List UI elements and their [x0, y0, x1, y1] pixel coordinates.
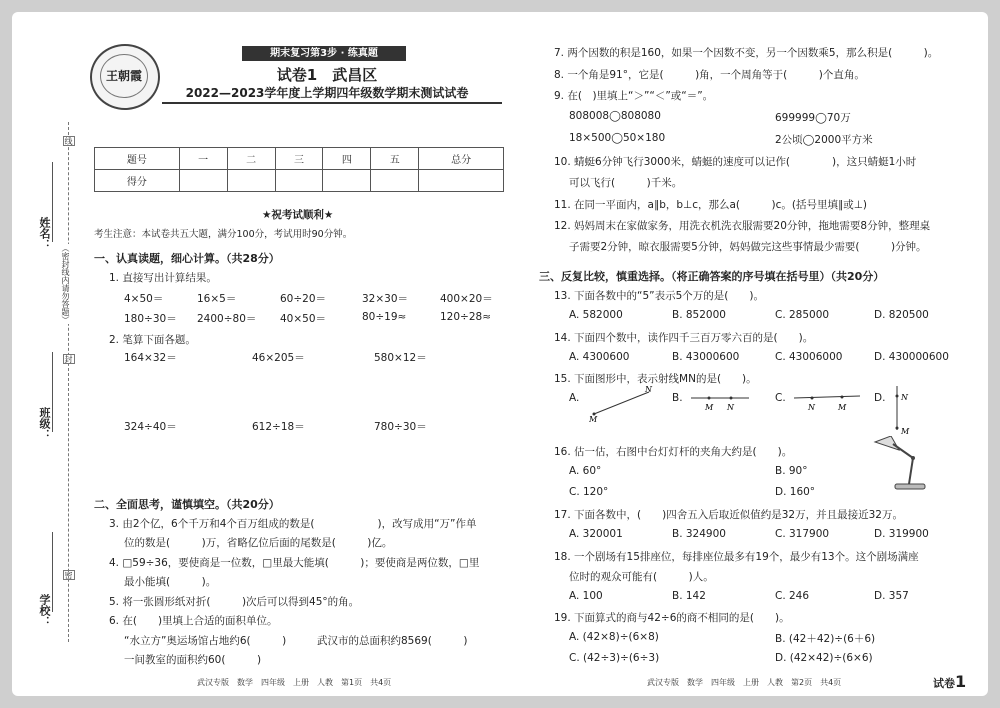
option-d[interactable]: D. 319900	[874, 528, 929, 540]
question-14: 14. 下面四个数中，读作四千三百万零六百的是( )。	[554, 332, 814, 344]
question-6-item: 武汉市的总面积约8569( )	[317, 635, 468, 647]
option-a[interactable]: A. (42×8)÷(6×8)	[569, 631, 659, 643]
score-input-cell[interactable]	[275, 170, 323, 192]
question-5: 5. 将一张圆形纸对折( )次后可以得到45°的角。	[109, 596, 360, 608]
option-d[interactable]: D. (42×42)÷(6×6)	[775, 652, 873, 664]
seal-mark-seal: 封	[64, 355, 73, 363]
compare-item: 2公顷◯2000平方米	[775, 134, 873, 146]
written-calc-item: 612÷18＝	[252, 421, 305, 433]
svg-text:N: N	[808, 403, 815, 412]
option-d[interactable]: D.	[874, 392, 886, 404]
option-d[interactable]: D. 820500	[874, 309, 929, 321]
option-b[interactable]: B. 43000600	[672, 351, 740, 363]
calc-item: 40×50＝	[280, 313, 327, 325]
option-a[interactable]: A.	[569, 392, 580, 404]
svg-text:M: M	[589, 415, 598, 422]
calc-item: 16×5＝	[197, 293, 237, 305]
ray-figure-a	[589, 384, 659, 422]
written-calc-item: 580×12＝	[374, 352, 427, 364]
section-3-title: 三、反复比较，慎重选择。（将正确答案的序号填在括号里）（共20分）	[539, 270, 885, 283]
name-underline	[52, 162, 53, 242]
review-step-bar: 期末复习第3步 · 练真题	[242, 46, 406, 61]
option-b[interactable]: B. 324900	[672, 528, 726, 540]
seal-dashed-line	[68, 122, 69, 642]
calc-item: 32×30＝	[362, 293, 409, 305]
option-d[interactable]: D. 430000600	[874, 351, 949, 363]
question-18-line2: 位时的观众可能有( )人。	[569, 571, 714, 583]
option-b[interactable]: B.	[672, 392, 683, 404]
seal-mark-line: 线	[64, 137, 73, 145]
question-2: 2. 笔算下面各题。	[109, 334, 196, 346]
section-2-title: 二、全面思考，谨慎填空。（共20分）	[94, 498, 280, 511]
seal-mark-secret: 密	[64, 571, 73, 579]
question-19: 19. 下面算式的商与42÷6的商不相同的是( )。	[554, 612, 790, 624]
exam-number-badge	[933, 672, 966, 691]
written-calc-item: 46×205＝	[252, 352, 305, 364]
svg-text:N: N	[727, 403, 734, 412]
question-6-item: “水立方”奥运场馆占地约6( )	[124, 635, 287, 647]
school-underline	[52, 532, 53, 612]
calc-item: 400×20＝	[440, 293, 493, 305]
option-c[interactable]: C.	[775, 392, 786, 404]
written-calc-item: 164×32＝	[124, 352, 177, 364]
written-calc-item: 324÷40＝	[124, 421, 177, 433]
calc-item: 180÷30＝	[124, 313, 177, 325]
score-cell: 五	[371, 148, 419, 170]
question-4-line2: 最小能填( )。	[124, 576, 217, 588]
option-b[interactable]: B. 852000	[672, 309, 726, 321]
score-value-row	[95, 170, 504, 192]
score-cell: 四	[323, 148, 371, 170]
option-b[interactable]: B. (42＋42)÷(6＋6)	[775, 633, 876, 645]
score-cell: 总分	[419, 148, 504, 170]
score-cell: 一	[179, 148, 227, 170]
seal-warning: （密封线内请勿答题）	[61, 244, 70, 324]
exam-title: 试卷1 武昌区	[276, 66, 378, 84]
score-input-cell[interactable]	[227, 170, 275, 192]
calc-item: 80÷19≈	[362, 311, 407, 323]
svg-text:N: N	[901, 393, 908, 402]
option-a[interactable]: A. 320001	[569, 528, 623, 540]
calc-item: 4×50＝	[124, 293, 164, 305]
right-page	[517, 12, 988, 696]
option-c[interactable]: C. 317900	[775, 528, 830, 540]
class-label: 班级：	[38, 407, 51, 440]
question-16: 16. 估一估，右图中台灯灯杆的夹角大约是( )。	[554, 446, 793, 458]
question-11: 11. 在同一平面内，a∥b，b⊥c，那么a( )c。(括号里填∥或⊥)	[554, 199, 867, 211]
question-15: 15. 下面图形中，表示射线MN的是( )。	[554, 373, 757, 385]
option-a[interactable]: A. 582000	[569, 309, 623, 321]
score-table	[94, 147, 504, 192]
written-calc-item: 780÷30＝	[374, 421, 427, 433]
brand-logo	[90, 44, 160, 110]
option-a[interactable]: A. 100	[569, 590, 603, 602]
ray-figure-b	[689, 390, 751, 416]
page-1-footer: 武汉专版 数学 四年级 上册 人教 第1页 共4页	[197, 678, 392, 687]
score-cell: 二	[227, 148, 275, 170]
option-a[interactable]: A. 4300600	[569, 351, 630, 363]
exam-subtitle: 2022—2023学年度上学期四年级数学期末测试试卷	[185, 86, 469, 100]
calc-item: 120÷28≈	[440, 311, 491, 323]
ray-figure-c	[792, 390, 862, 416]
option-b[interactable]: B. 142	[672, 590, 706, 602]
section-1-title: 一、认真读题，细心计算。（共28分）	[94, 252, 280, 265]
score-header-row	[95, 148, 504, 170]
badge-number: 1	[955, 672, 967, 691]
question-18-line1: 18. 一个剧场有15排座位，每排座位最多有19个，最少有13个。这个剧场满座	[554, 551, 919, 563]
option-d[interactable]: D. 160°	[775, 486, 816, 498]
calc-item: 60÷20＝	[280, 293, 327, 305]
option-b[interactable]: B. 90°	[775, 465, 808, 477]
name-label: 姓名：	[38, 217, 51, 250]
question-1: 1. 直接写出计算结果。	[109, 272, 217, 284]
svg-text:M: M	[838, 403, 847, 412]
title-rule	[162, 102, 502, 104]
page-2-footer: 武汉专版 数学 四年级 上册 人教 第2页 共4页	[647, 678, 842, 687]
ray-figure-d	[889, 384, 913, 436]
svg-text:M: M	[901, 427, 910, 436]
question-12-line1: 12. 妈妈周末在家做家务，用洗衣机洗衣服需要20分钟，拖地需要8分钟，整理桌	[554, 220, 931, 232]
question-7: 7. 两个因数的积是160，如果一个因数不变，另一个因数乘5，那么积是( )。	[554, 47, 939, 59]
score-cell: 题号	[95, 148, 180, 170]
class-underline	[52, 352, 53, 432]
question-9: 9. 在( )里填上“＞”“＜”或“＝”。	[554, 90, 714, 102]
question-12-line2: 子需要2分钟，晾衣服需要5分钟，妈妈做完这些事情最少需要( )分钟。	[569, 241, 927, 253]
score-cell: 三	[275, 148, 323, 170]
compare-item: 808008◯808080	[569, 110, 661, 122]
option-c[interactable]: C. 43006000	[775, 351, 843, 363]
logo-text: 王朝霞	[100, 54, 148, 98]
binding-strip	[12, 12, 82, 696]
option-a[interactable]: A. 60°	[569, 465, 602, 477]
option-d[interactable]: D. 357	[874, 590, 909, 602]
score-input-cell[interactable]	[179, 170, 227, 192]
compare-item: 699999◯70万	[775, 112, 851, 124]
question-3-line1: 3. 由2个亿，6个千万和4个百万组成的数是( )，改写成用“万”作单	[109, 518, 477, 530]
question-4-line1: 4. □59÷36，要使商是一位数，□里最大能填( )；要使商是两位数，□里	[109, 557, 480, 569]
exam-notice: 考生注意：本试卷共五大题，满分100分，考试用时90分钟。	[94, 229, 353, 240]
question-6-item: 一间教室的面积约60( )	[124, 654, 262, 666]
score-input-cell[interactable]	[323, 170, 371, 192]
question-13: 13. 下面各数中的“5”表示5个万的是( )。	[554, 290, 764, 302]
option-c[interactable]: C. 246	[775, 590, 810, 602]
score-input-cell[interactable]	[371, 170, 419, 192]
left-page	[12, 12, 517, 696]
calc-item: 2400÷80＝	[197, 313, 257, 325]
question-10-line1: 10. 蜻蜓6分钟飞行3000米，蜻蜓的速度可以记作( )，这只蜻蜓1小时	[554, 156, 917, 168]
question-3-line2: 位的数是( )万，省略亿位后面的尾数是( )亿。	[124, 537, 393, 549]
exam-sheet	[12, 12, 988, 696]
question-6: 6. 在( )里填上合适的面积单位。	[109, 615, 278, 627]
svg-text:N: N	[645, 385, 652, 394]
school-label: 学校：	[38, 594, 51, 627]
option-c[interactable]: C. (42÷3)÷(6÷3)	[569, 652, 660, 664]
option-c[interactable]: C. 120°	[569, 486, 609, 498]
score-cell: 得分	[95, 170, 180, 192]
compare-item: 18×500◯50×180	[569, 132, 666, 144]
svg-text:M: M	[705, 403, 714, 412]
option-c[interactable]: C. 285000	[775, 309, 830, 321]
score-input-cell[interactable]	[419, 170, 504, 192]
question-8: 8. 一个角是91°，它是( )角，一个周角等于( )个直角。	[554, 69, 865, 81]
desk-lamp-illustration	[869, 436, 933, 492]
badge-label: 试卷	[933, 677, 955, 690]
good-luck-text: ★祝考试顺利★	[262, 209, 334, 221]
question-10-line2: 可以飞行( )千米。	[569, 177, 683, 189]
question-17: 17. 下面各数中，( )四舍五入后取近似值约是32万，并且最接近32万。	[554, 509, 903, 521]
